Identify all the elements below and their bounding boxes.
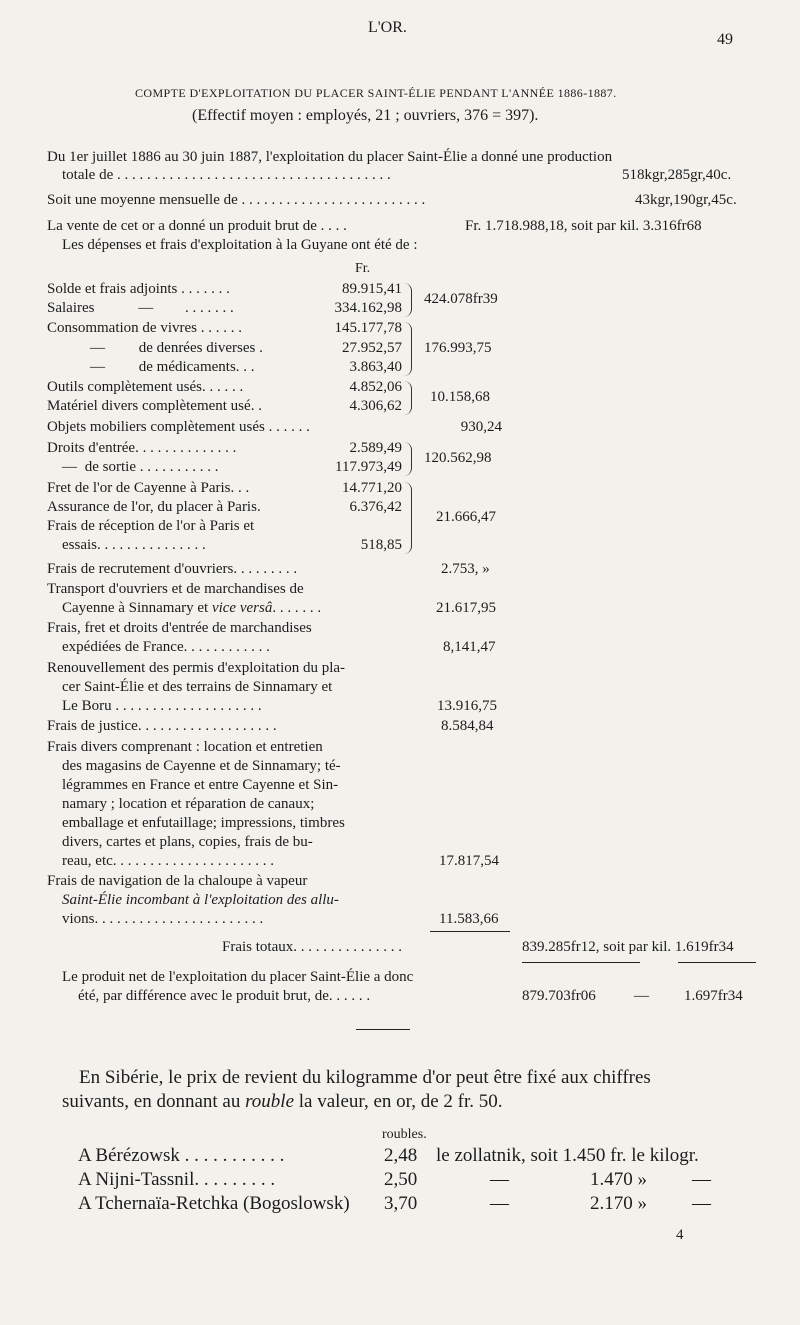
group-brace [404,442,412,476]
expense-value: 14.771,20 [342,480,402,496]
expense-row: Solde et frais adjoints . . . . . . . [47,281,230,297]
intro-line: Du 1er juillet 1886 au 30 juin 1887, l'exploitation du placer Saint-Élie a donné une production [47,149,613,165]
expense-row: — de denrées diverses . [90,340,263,356]
expense-value: 3.863,40 [349,359,402,375]
expense-row: Fret de l'or de Cayenne à Paris. . . [47,480,250,496]
group-brace [404,322,412,376]
expense-value: 145.177,78 [334,320,402,336]
running-title: L'OR. [368,19,407,36]
expenses-intro: Les dépenses et frais d'exploitation à la Guyane ont été de : [62,237,418,253]
section-divider [356,1029,410,1030]
expense-value: 17.817,54 [439,853,499,869]
expense-row: Droits d'entrée. . . . . . . . . . . . . . [47,440,237,456]
expense-value: 27.952,57 [342,340,402,356]
expense-row: Frais de recrutement d'ouvriers. . . . . . . . . [47,561,298,577]
intro-total-label: totale de . . . . . . . . . . . . . . . . . . . . . . . . . . . . . . . . . . . . . [62,167,391,183]
expense-row: légrammes en France et entre Cayenne et Sin- [62,777,339,793]
expense-row: Saint-Élie incombant à l'exploitation des allu- [62,892,339,908]
siberia-tail: — [692,1193,711,1214]
net-value: 879.703fr06 [522,988,596,1004]
table-subtitle: (Effectif moyen : employés, 21 ; ouvriers, 376 = 397). [192,107,539,124]
expense-row: emballage et enfutaillage; impressions, timbres [62,815,345,831]
siberia-line: En Sibérie, le prix de revient du kilogramme d'or peut être fixé aux chiffres [79,1067,651,1088]
net-line: Le produit net de l'exploitation du placer Saint-Élie a donc [62,969,414,985]
currency-header: Fr. [355,261,371,276]
expense-row: expédiées de France. . . . . . . . . . . . [62,639,270,655]
subtotal-rule [430,931,510,932]
expense-value: 13.916,75 [437,698,497,714]
expense-value: 518,85 [360,537,402,553]
expense-row: Frais de réception de l'or à Paris et [47,518,255,534]
group-total: 10.158,68 [430,389,490,405]
net-per-kilo: 1.697fr34 [684,988,743,1004]
expense-value: 8,141,47 [443,639,496,655]
footer-mark: 4 [676,1227,684,1243]
expense-row: Matériel divers complètement usé. . [47,398,262,414]
expense-value: 4.306,62 [349,398,402,414]
expense-row: Frais divers comprenant : location et entretien [47,739,323,755]
sale-label: La vente de cet or a donné un produit brut de . . . . [47,218,347,234]
expense-value: 11.583,66 [439,911,499,927]
monthly-value: 43kgr,190gr,45c. [635,192,737,208]
total-rule [522,962,640,963]
roubles-value: 2,48 [384,1145,418,1166]
total-rule [678,962,756,963]
table-title: COMPTE D'EXPLOITATION DU PLACER SAINT-ÉLIE PENDANT L'ANNÉE 1886-1887. [135,86,617,100]
net-dash: — [634,988,649,1004]
siberia-line: suivants, en donnant au rouble la valeur, en or, de 2 fr. 50. [62,1091,503,1112]
group-brace [404,482,412,554]
roubles-value: 2,50 [384,1169,418,1190]
group-total: 930,24 [460,419,502,435]
expense-row: vions. . . . . . . . . . . . . . . . . . . . . . . [62,911,264,927]
siberia-tail: — [692,1169,711,1190]
expense-row: Outils complètement usés. . . . . . [47,379,244,395]
siberia-text: — [490,1169,509,1190]
expense-row: Consommation de vivres . . . . . . [47,320,242,336]
expense-row: Assurance de l'or, du placer à Paris. [47,499,261,515]
expense-row: namary ; location et réparation de canaux; [62,796,315,812]
expense-row: Objets mobiliers complètement usés . . . . . . [47,419,310,435]
siberia-value: 1.470 » [590,1169,647,1190]
siberia-value: 2.170 » [590,1193,647,1214]
expense-row: Frais, fret et droits d'entrée de marchandises [47,620,312,636]
expense-row: des magasins de Cayenne et de Sinnamary; té- [62,758,341,774]
page-number: 49 [717,31,733,48]
expense-row: cer Saint-Élie et des terrains de Sinnamary et [62,679,333,695]
group-total: 176.993,75 [424,340,492,356]
expense-value: 4.852,06 [349,379,402,395]
expense-value: 2.589,49 [349,440,402,456]
intro-total-value: 518kgr,285gr,40c. [622,167,732,183]
sale-value: Fr. 1.718.988,18, soit par kil. 3.316fr68 [465,218,702,234]
expense-value: 8.584,84 [441,718,494,734]
expense-value: 6.376,42 [349,499,402,515]
expense-row: Renouvellement des permis d'exploitation du pla- [47,660,346,676]
expense-row: essais. . . . . . . . . . . . . . . [62,537,206,553]
expense-row: — de médicaments. . . [90,359,255,375]
siberia-row: A Bérézowsk . . . . . . . . . . . [78,1145,285,1166]
expense-row: Le Boru . . . . . . . . . . . . . . . . . . . . [62,698,262,714]
expense-row: reau, etc. . . . . . . . . . . . . . . . . . . . . . [62,853,275,869]
siberia-row: A Nijni-Tassnil. . . . . . . . . [78,1169,276,1190]
expense-row: Salaires — . . . . . . . [47,300,234,316]
siberia-text: — [490,1193,509,1214]
expense-value: 117.973,49 [335,459,402,475]
expense-value: 89.915,41 [342,281,402,297]
group-brace [404,283,412,317]
unit-header: roubles. [382,1127,427,1142]
net-line: été, par différence avec le produit brut, de. . . . . . [78,988,371,1004]
siberia-text: le zollatnik, soit 1.450 fr. le kilogr. [436,1145,699,1166]
expense-value: 2.753, » [441,561,490,577]
expense-row: Frais de justice. . . . . . . . . . . . . . . . . . . [47,718,277,734]
monthly-label: Soit une moyenne mensuelle de . . . . . . . . . . . . . . . . . . . . . . . . . [47,192,426,208]
expense-row: — de sortie . . . . . . . . . . . [62,459,219,475]
expense-row: Transport d'ouvriers et de marchandises de [47,581,304,597]
expense-row: Cayenne à Sinnamary et vice versâ. . . . . . . [62,600,322,616]
siberia-row: A Tchernaïa-Retchka (Bogoslowsk) [78,1193,350,1214]
expense-value: 334.162,98 [334,300,402,316]
expense-value: 21.617,95 [436,600,496,616]
group-total: 424.078fr39 [424,291,498,307]
group-total: 120.562,98 [424,450,492,466]
totals-value: 839.285fr12, soit par kil. 1.619fr34 [522,939,734,955]
totals-label: Frais totaux. . . . . . . . . . . . . . . [222,939,402,955]
expense-row: divers, cartes et plans, copies, frais de bu- [62,834,313,850]
expense-row: Frais de navigation de la chaloupe à vapeur [47,873,308,889]
group-brace [404,381,412,415]
roubles-value: 3,70 [384,1193,418,1214]
group-total: 21.666,47 [436,509,496,525]
